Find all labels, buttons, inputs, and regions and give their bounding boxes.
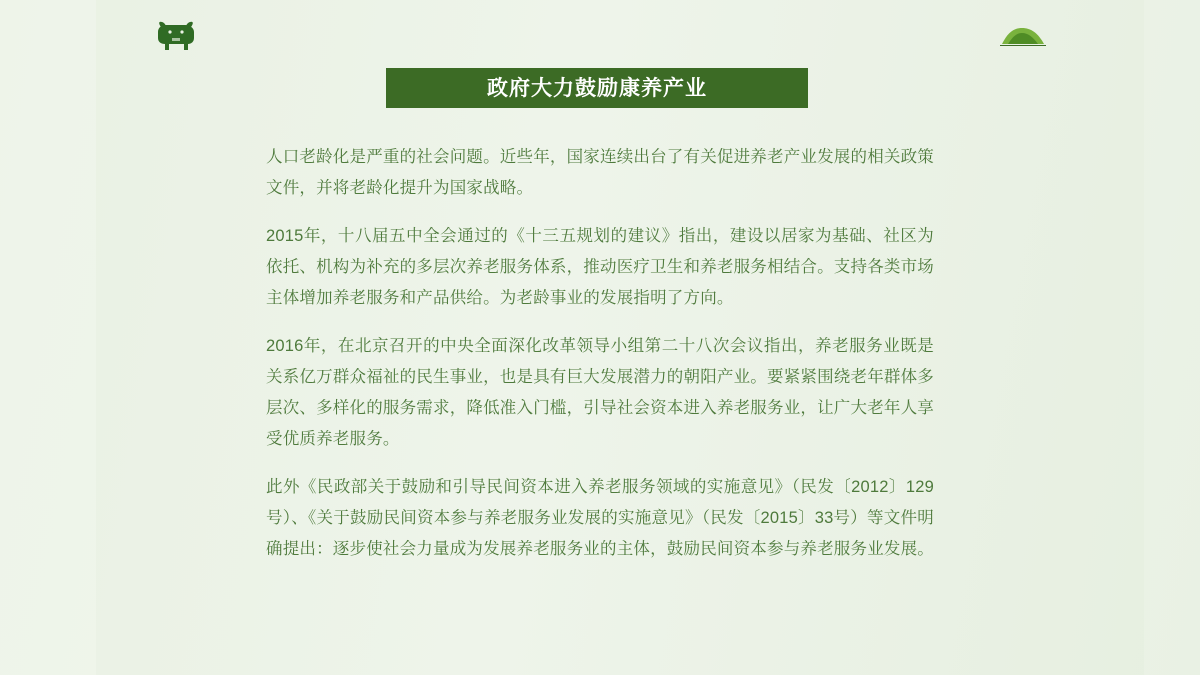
paragraph: 2016年，在北京召开的中央全面深化改革领导小组第二十八次会议指出，养老服务业既是关系亿万群众福祉的民生事业，也是具有巨大发展潜力的朝阳产业。要紧紧围绕老年群体多层次、多样化的服务需求，降低准入门槛，引导社会资本进入养老服务业，让广大老年人享受优质养老服务。 bbox=[266, 337, 934, 448]
green-hill-icon bbox=[1000, 24, 1046, 46]
page-title: 政府大力鼓励康养产业 bbox=[487, 76, 707, 100]
right-decorative-band bbox=[1144, 0, 1200, 675]
left-decorative-band bbox=[0, 0, 96, 675]
body-text-block bbox=[266, 142, 934, 565]
cow-logo-icon bbox=[155, 19, 197, 53]
paragraph: 2015年，十八届五中全会通过的《十三五规划的建议》指出，建设以居家为基础、社区为依托、机构为补充的多层次养老服务体系，推动医疗卫生和养老服务相结合。支持各类市场主体增加养老服务和产品供给。为老龄事业的发展指明了方向。 bbox=[266, 227, 934, 307]
paragraph: 人口老龄化是严重的社会问题。近些年，国家连续出台了有关促进养老产业发展的相关政策文件，并将老龄化提升为国家战略。 bbox=[266, 148, 934, 197]
slide-title-banner bbox=[386, 68, 808, 108]
paragraph: 此外《民政部关于鼓励和引导民间资本进入养老服务领域的实施意见》（民发〔2012〕129号）、《关于鼓励民间资本参与养老服务业发展的实施意见》（民发〔2015〕33号）等文件明确提出：逐步使社会力量成为发展养老服务业的主体，鼓励民间资本参与养老服务业发展。 bbox=[266, 478, 934, 558]
